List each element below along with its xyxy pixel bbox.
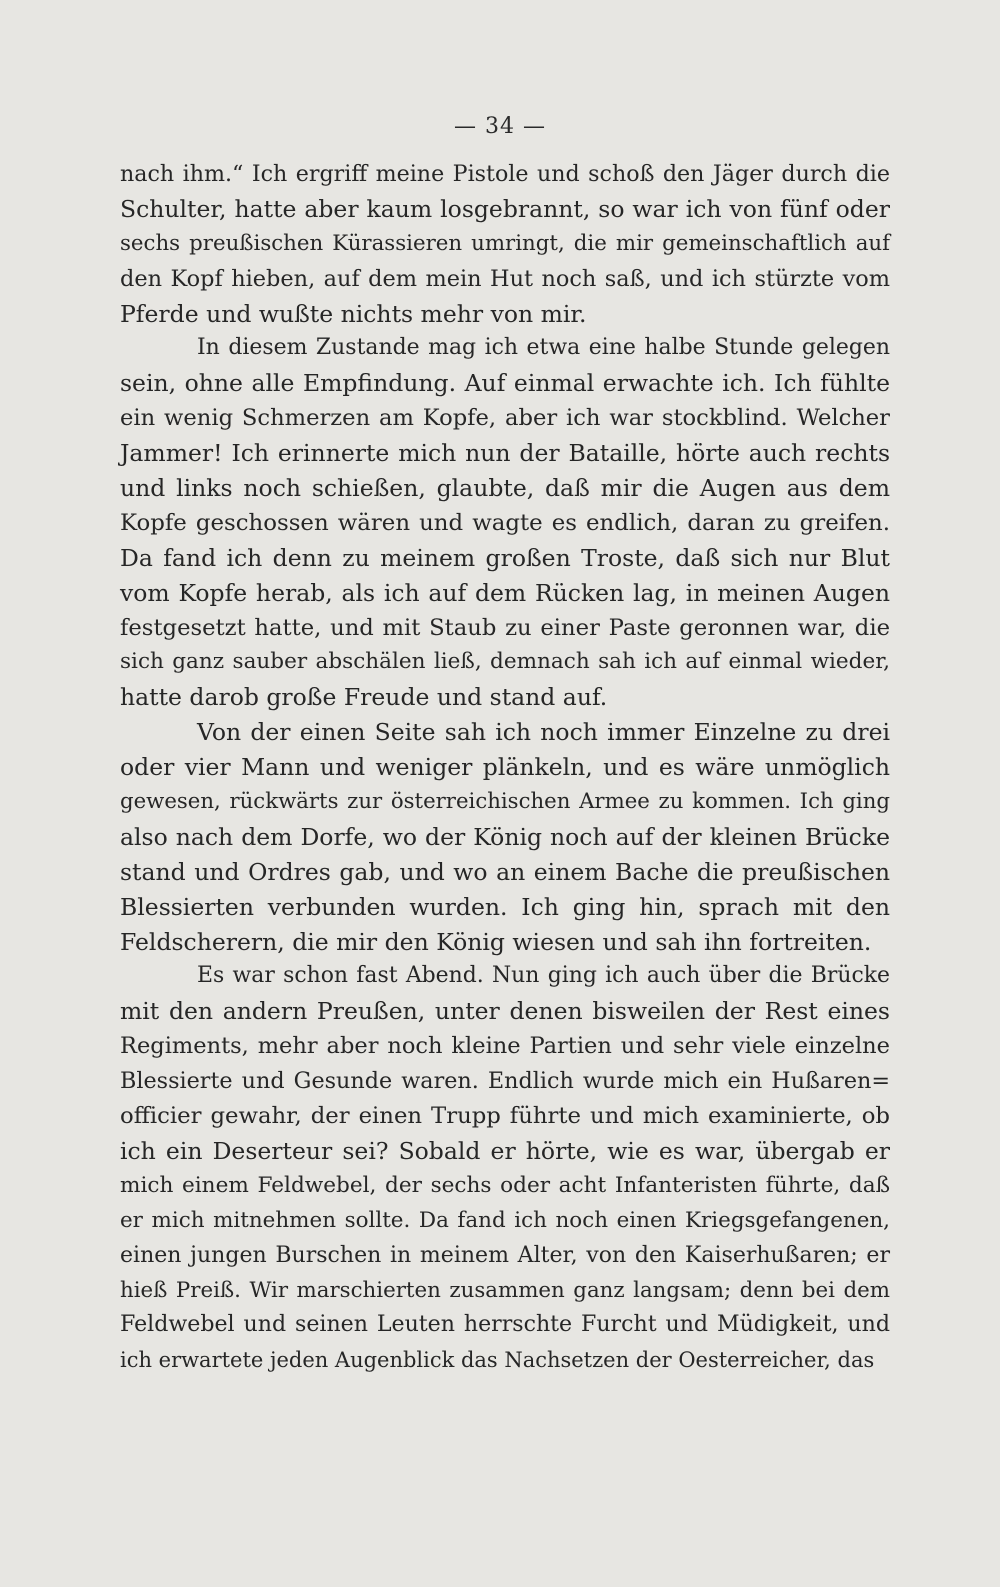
paragraph: [120, 331, 890, 715]
text-line: hieß Preiß. Wir marschierten zusammen ganz langsam; denn bei dem: [120, 1277, 890, 1303]
text-line: ein wenig Schmerzen am Kopfe, aber ich war stockblind. Welcher: [120, 405, 890, 432]
text-line: sich ganz sauber abschälen ließ, demnach sah ich auf einmal wieder,: [120, 649, 890, 675]
text-line: mit den andern Preußen, unter denen bisweilen der Rest eines: [120, 997, 890, 1026]
text-line: einen jungen Burschen in meinem Alter, von den Kaiserhußaren; er: [120, 1242, 890, 1268]
text-line: also nach dem Dorfe, wo der König noch auf der kleinen Brücke: [120, 822, 890, 851]
text-line: vom Kopfe herab, als ich auf dem Rücken lag, in meinen Augen: [120, 578, 890, 607]
page-number: — 34 —: [454, 114, 546, 139]
text-line: Da fand ich denn zu meinem großen Troste, daß sich nur Blut: [120, 543, 890, 572]
text-line: Feldscherern, die mir den König wiesen und sah ihn fortreiten.: [120, 927, 872, 956]
text-line: ich erwartete jeden Augenblick das Nachsetzen der Oesterreicher, das: [120, 1348, 875, 1373]
text-line: Blessierte und Gesunde waren. Endlich wurde mich ein Hußaren=: [120, 1068, 890, 1095]
text-line: Von der einen Seite sah ich noch immer Einzelne zu drei: [197, 718, 890, 747]
text-line: sechs preußischen Kürassieren umringt, die mir gemeinschaftlich auf: [120, 230, 890, 256]
text-line: festgesetzt hatte, und mit Staub zu einer Paste geronnen war, die: [120, 614, 890, 641]
text-line: und links noch schießen, glaubte, daß mir die Augen aus dem: [120, 474, 890, 503]
body-text: [120, 157, 890, 1378]
text-line: Schulter, hatte aber kaum losgebrannt, so war ich von fünf oder: [120, 194, 890, 223]
text-line: ich ein Deserteur sei? Sobald er hörte, wie es war, übergab er: [120, 1136, 890, 1165]
paragraph: [120, 959, 890, 1378]
text-line: den Kopf hieben, auf dem mein Hut noch saß, und ich stürzte vom: [120, 265, 890, 292]
text-line: Kopfe geschossen wären und wagte es endlich, daran zu greifen.: [120, 509, 890, 536]
text-line: Pferde und wußte nichts mehr von mir.: [120, 299, 587, 328]
paragraph: [120, 715, 890, 959]
text-line: gewesen, rückwärts zur österreichischen Armee zu kommen. Ich ging: [120, 789, 890, 815]
text-line: stand und Ordres gab, und wo an einem Bache die preußischen: [120, 857, 890, 886]
text-line: sein, ohne alle Empfindung. Auf einmal erwachte ich. Ich fühlte: [120, 369, 890, 398]
text-line: hatte darob große Freude und stand auf.: [120, 683, 608, 712]
text-line: nach ihm.“ Ich ergriff meine Pistole und schoß den Jäger durch die: [120, 161, 890, 187]
text-line: In diesem Zustande mag ich etwa eine halbe Stunde gelegen: [197, 335, 890, 361]
text-line: oder vier Mann und weniger plänkeln, und es wäre unmöglich: [120, 753, 890, 782]
text-line: Blessierten verbunden wurden. Ich ging hin, sprach mit den: [120, 892, 890, 921]
text-line: Jammer! Ich erinnerte mich nun der Bataille, hörte auch rechts: [120, 439, 890, 468]
text-line: Es war schon fast Abend. Nun ging ich auch über die Brücke: [197, 963, 890, 989]
text-line: er mich mitnehmen sollte. Da fand ich noch einen Kriegsgefangenen,: [120, 1207, 890, 1233]
paragraph: [120, 157, 890, 331]
text-line: Feldwebel und seinen Leuten herrschte Furcht und Müdigkeit, und: [120, 1312, 890, 1338]
text-line: officier gewahr, der einen Trupp führte und mich examinierte, ob: [120, 1103, 890, 1130]
text-line: Regiments, mehr aber noch kleine Partien und sehr viele einzelne: [120, 1033, 890, 1060]
text-line: mich einem Feldwebel, der sechs oder acht Infanteristen führte, daß: [120, 1172, 890, 1198]
